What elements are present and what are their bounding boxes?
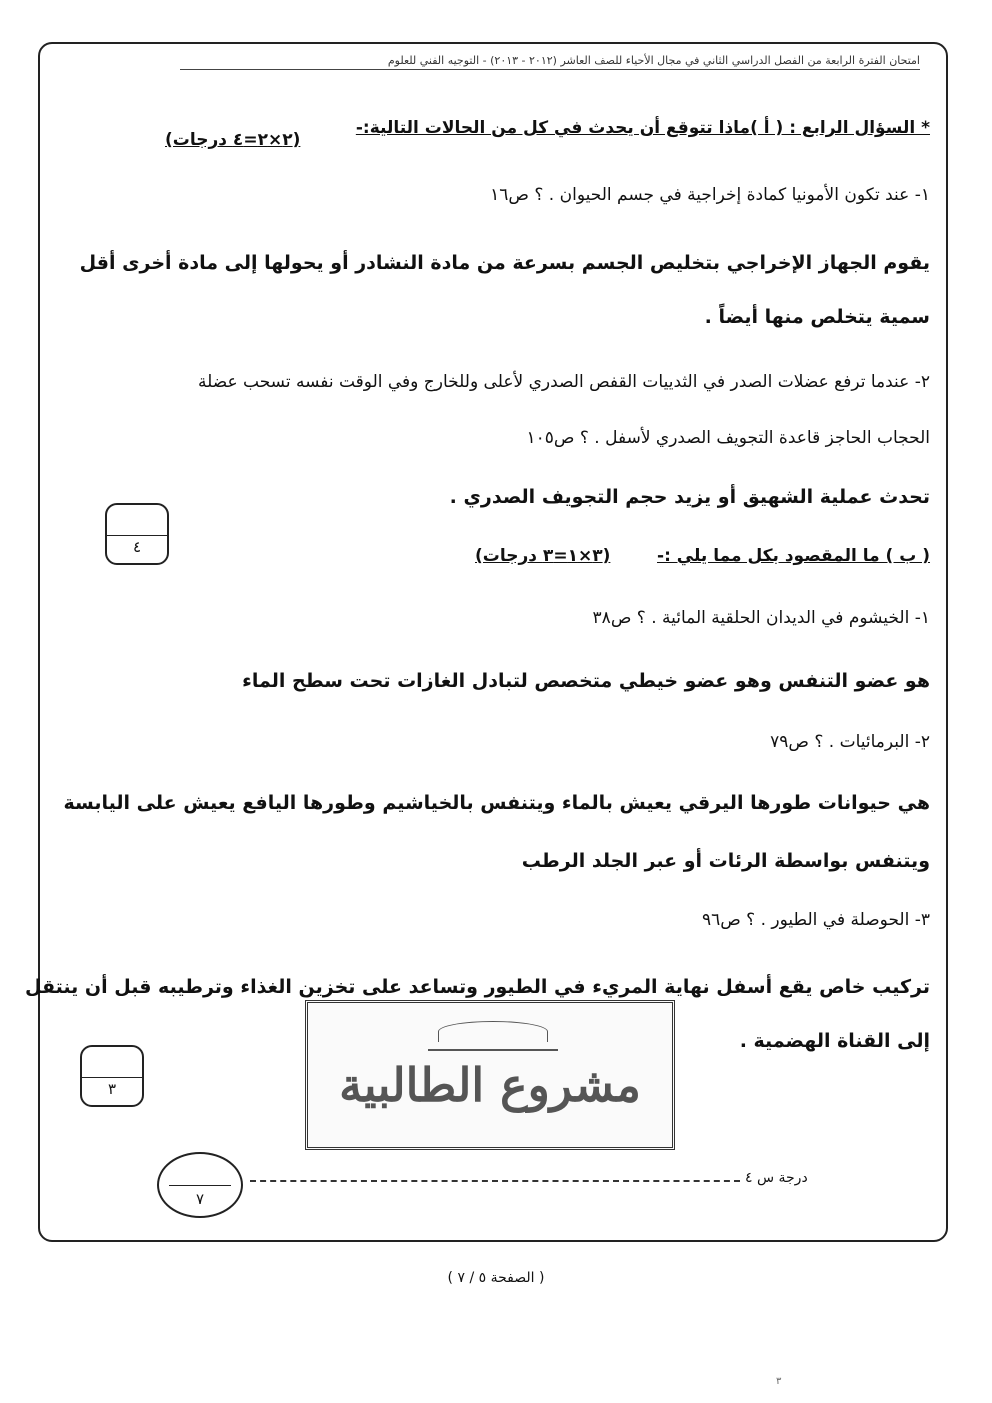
- stamp-flourish: [438, 1021, 548, 1042]
- part-b-marks: (٣×١=٣ درجات): [475, 546, 611, 566]
- part-b-title: ( ب ) ما المقصود بكل مما يلي :-: [657, 546, 930, 566]
- score-box-divider: [82, 1077, 142, 1078]
- total-score-oval: [157, 1152, 243, 1218]
- score-box-value: ٣: [107, 1080, 117, 1098]
- total-dash-line: [250, 1180, 740, 1182]
- score-box-value: ٤: [132, 538, 142, 556]
- project-stamp: [305, 1000, 675, 1150]
- score-box-part-a: [105, 503, 169, 565]
- score-box-divider: [107, 535, 167, 536]
- q4-item1-question: ١- عند تكون الأمونيا كمادة إخراجية في جسم الحيوان . ؟ ص١٦: [490, 185, 930, 205]
- page-mark: ٣: [776, 1376, 782, 1387]
- page-number: ( الصفحة ٥ / ٧ ): [447, 1270, 545, 1286]
- part-b-item2-question: ٢- البرمائيات . ؟ ص٧٩: [770, 732, 930, 752]
- part-b-item2-answer-line1: هي حيوانات طورها اليرقي يعيش بالماء ويتنفس بالخياشيم وطورها اليافع يعيش على اليابسة: [63, 792, 930, 814]
- question4-title: * السؤال الرابع : ( أ )ماذا تتوقع أن يحدث في كل من الحالات التالية:-: [355, 118, 930, 138]
- score-box-part-b: [80, 1045, 144, 1107]
- part-b-item3-question: ٣- الحوصلة في الطيور . ؟ ص٩٦: [701, 910, 930, 930]
- q4-item2-question-line1: ٢- عندما ترفع عضلات الصدر في الثدييات القفص الصدري لأعلى وللخارج وفي الوقت نفسه تسحب عضلة: [197, 372, 930, 392]
- part-b-item1-question: ١- الخيشوم في الديدان الحلقية المائية . ؟ ص٣٨: [592, 608, 930, 628]
- stamp-ornament: [428, 1015, 558, 1051]
- stamp-text: مشروع الطالبية: [339, 1058, 641, 1112]
- question4-marks: (٢×٢=٤ درجات): [165, 130, 301, 150]
- q4-item2-question-line2: الحجاب الحاجز قاعدة التجويف الصدري لأسفل . ؟ ص١٠٥: [526, 428, 930, 448]
- total-score-value: ٧: [195, 1190, 205, 1208]
- part-b-item2-answer-line2: ويتنفس بواسطة الرئات أو عبر الجلد الرطب: [521, 850, 930, 872]
- part-b-item3-answer-line1: تركيب خاص يقع أسفل نهاية المريء في الطيور وتساعد على تخزين الغذاء وترطيبه قبل أن ينتقل: [25, 976, 930, 998]
- part-b-item3-answer-line2: إلى القناة الهضمية .: [739, 1030, 930, 1052]
- q4-item1-answer-line2: سمية يتخلص منها أيضاً .: [704, 306, 930, 328]
- q4-item1-answer-line1: يقوم الجهاز الإخراجي بتخليص الجسم بسرعة من مادة النشادر أو يحولها إلى مادة أخرى أقل: [79, 252, 930, 274]
- q4-item2-answer: تحدث عملية الشهيق أو يزيد حجم التجويف الصدري .: [449, 486, 930, 508]
- exam-header: امتحان الفترة الرابعة من الفصل الدراسي الثاني في مجال الأحياء للصف العاشر (٢٠١٢ - ٢٠١٣) - التوجيه الفني للعلوم: [180, 54, 920, 70]
- total-score-divider: [169, 1185, 231, 1186]
- total-label: درجة س ٤: [745, 1170, 808, 1186]
- part-b-item1-answer: هو عضو التنفس وهو عضو خيطي متخصص لتبادل الغازات تحت سطح الماء: [242, 670, 930, 692]
